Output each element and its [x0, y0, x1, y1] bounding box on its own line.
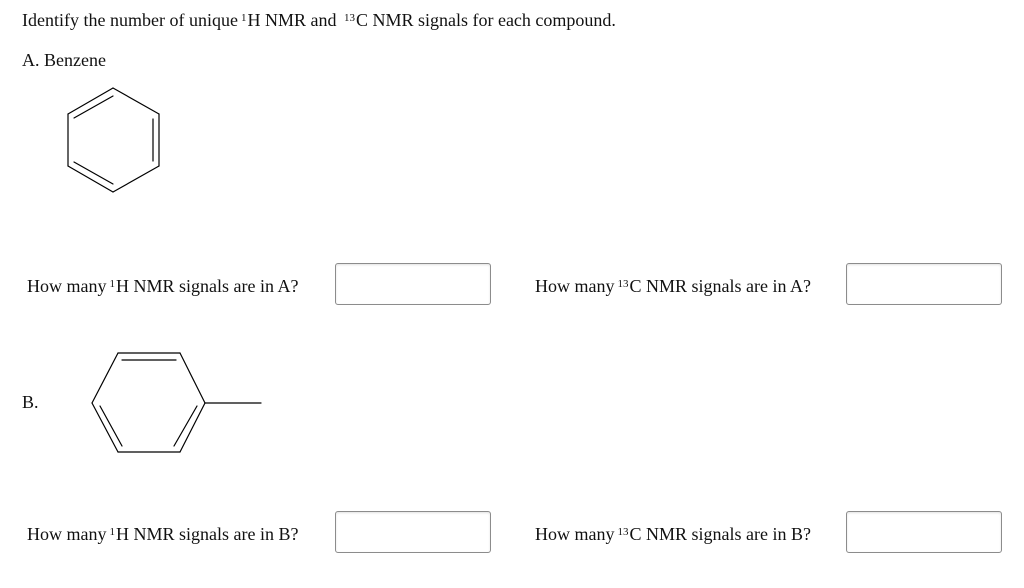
question-a-13c — [535, 274, 811, 298]
benzene-bond — [113, 88, 159, 114]
instructions-h-superscript: 1 — [240, 12, 247, 24]
question-b-1h-superscript: 1 — [109, 526, 115, 538]
question-b-1h-text: H NMR signals are in B? — [116, 524, 299, 544]
question-a-1h-prefix: How many — [27, 276, 107, 296]
question-a-1h-superscript: 1 — [109, 278, 115, 290]
question-a-13c-superscript: 13 — [617, 278, 629, 290]
toluene-bond — [180, 403, 205, 452]
question-b-13c-text: C NMR signals are in B? — [629, 524, 811, 544]
instructions-c-superscript: 13 — [343, 12, 355, 24]
compound-b-label: B. — [22, 392, 39, 412]
question-b-1h — [27, 522, 298, 546]
toluene-bond — [92, 353, 118, 403]
question-b-13c — [535, 522, 811, 546]
instructions-c-text: C NMR signals for each compound. — [355, 10, 616, 30]
question-a-1h — [27, 274, 298, 298]
answer-b-13c-input[interactable] — [846, 511, 1002, 553]
answer-b-1h-input[interactable] — [335, 511, 491, 553]
question-a-13c-text: C NMR signals are in A? — [629, 276, 811, 296]
instructions-h-text: H NMR and — [247, 10, 337, 30]
instructions-prefix: Identify the number of unique — [22, 10, 238, 30]
toluene-bond — [92, 403, 118, 452]
question-a-1h-text: H NMR signals are in A? — [116, 276, 299, 296]
answer-a-1h-input[interactable] — [335, 263, 491, 305]
compound-a-label: A. Benzene — [22, 50, 106, 70]
question-a-13c-prefix: How many — [535, 276, 615, 296]
question-b-1h-prefix: How many — [27, 524, 107, 544]
answer-a-13c-input[interactable] — [846, 263, 1002, 305]
benzene-bond — [68, 88, 113, 114]
benzene-bond — [113, 166, 159, 192]
question-b-13c-superscript: 13 — [617, 526, 629, 538]
toluene-bond — [180, 353, 205, 403]
question-b-13c-prefix: How many — [535, 524, 615, 544]
benzene-bond — [68, 166, 113, 192]
